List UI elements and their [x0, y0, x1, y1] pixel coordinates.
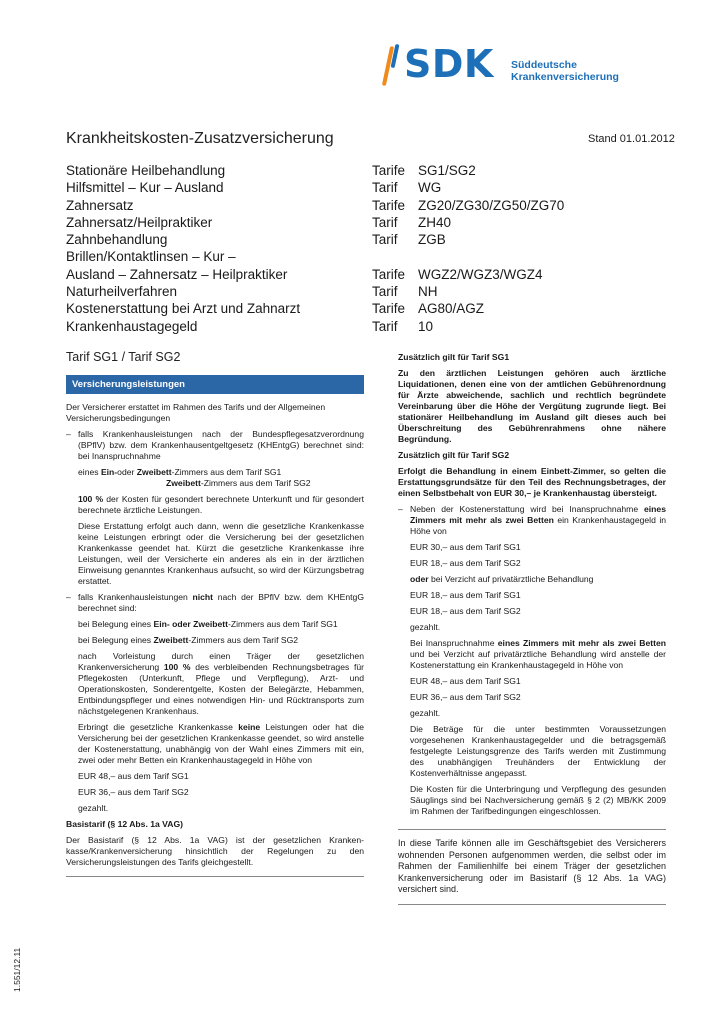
tariff-label: Tarif [372, 180, 398, 196]
eur-line: EUR 18,– aus dem Tarif SG2 [410, 558, 521, 568]
p5: Die Kosten für die Unterbringung und Verpflegung des gesunden Säuglings sind bei Nachversicherung gemäß § 2 (2) MB/KK 2009 im Rahmen der Tarifbedingungen eingeschlossen. [410, 784, 666, 816]
tariff-label: Tarife [372, 266, 406, 282]
product-row [66, 197, 666, 214]
tariff-code: ZGB [418, 232, 446, 248]
eur-line: EUR 48,– aus dem Tarif SG1 [410, 676, 521, 686]
tariff-code: AG80/AGZ [418, 301, 485, 317]
sdk-logo [384, 40, 644, 100]
divider [398, 829, 666, 830]
tariff-code: 10 [418, 318, 434, 334]
intro-text: Der Versicherer erstattet im Rahmen des Tarifs und der Allgemeinen Versicherungsbedingungen [66, 402, 326, 423]
item2-p1: bei Belegung eines Ein- oder Zweibett-Zimmers aus dem Tarif SG1 [78, 619, 338, 629]
product-name: Zahnersatz [66, 197, 134, 213]
tariff-code: SG1/SG2 [418, 163, 476, 178]
product-name: Stationäre Heilbehandlung [66, 163, 226, 178]
tariff-label: Tarife [372, 163, 406, 178]
divider [398, 904, 666, 905]
left-column [66, 352, 364, 885]
product-name: Brillen/Kontaktlinsen – Kur – [66, 249, 236, 265]
basis-text: Der Basistarif (§ 12 Abs. 1a VAG) ist der gesetzlichen Krankenkasse/Krankenversicherung hinsichtlich der Regelungen zu den Versicherungsleistungen des Tarifs gleichgestellt. [66, 835, 364, 867]
p4: Die Beträge für die unter bestimmten Voraussetzungen vorgesehenen Krankenhaustagegelder und die betragsgemäß festgelegte Leistungsgrenze des Tarifs werden mit Zustimmung des unabhängigen Treuhänders der Entwicklung der Kostenverhältnisse angepasst. [410, 724, 666, 778]
item1-pct: 100 % der Kosten für gesondert berechnete Unterkunft und für gesondert berechnete ärztliche Leistungen. [78, 494, 365, 515]
product-list [66, 162, 666, 335]
tariff-label: Tarif [372, 232, 398, 248]
product-name: Kostenerstattung bei Arzt und Zahnarzt [66, 301, 301, 317]
list-item: – Neben der Kostenerstattung wird bei Inanspruchnahme eines Zimmers mit mehr als zwei Betten ein Krankenhaustagegeld in Höhe von EUR 30,– aus dem Tarif SG1 EUR 18,– aus dem Tarif SG2 oder bei Verzicht auf privatärztliche Behandlung EUR 18,– aus dem Tarif SG1 EUR 18,– aus dem Tarif SG2 gezahlt. Bei Inanspruchnahme eines Zimmers mit mehr als zwei Betten und bei Verzicht auf privatärztliche Behandlung wird anstelle der Kostenerstattung ein Krankenhaustagegeld in Höhe von EUR 48,– aus dem Tarif SG1 EUR 36,– aus dem Tarif SG2 gezahlt. Die Beträge für die unter bestimmten Voraussetzungen vorgesehenen Krankenhaustagegelder und die betragsgemäß festgelegte Leistungsgrenze des Tarifs werden mit Zustimmung des unabhängigen Treuhänders der Entwicklung der Kostenverhältnisse angepasst. Die Kosten für die Unterbringung und Verpflegung des gesunden Säuglings sind bei Nachversicherung gemäß § 2 (2) MB/KK 2009 im Rahmen der Tarifbedingungen eingeschlossen. [398, 504, 667, 816]
sg2-text: Erfolgt die Behandlung in einem Einbett-Zimmer, so gelten die Erstattungsgrundsätze für den Teil des Rechnungsbetrages, der einen Selbstbehalt von EUR 30,– je Krankenhaustag übersteigt. [398, 466, 666, 498]
product-row [66, 214, 666, 231]
product-row [66, 283, 666, 300]
logo-company-line2: Krankenversicherung [511, 71, 619, 83]
tariff-code: ZH40 [418, 214, 452, 230]
product-row [66, 300, 666, 317]
tariff-label: Tarif [372, 318, 398, 334]
product-name: Naturheilverfahren [66, 284, 178, 300]
tariff-label: Tarife [372, 197, 406, 213]
eur-line: EUR 18,– aus dem Tarif SG2 [410, 606, 521, 616]
stand-date: Stand 01.01.2012 [588, 133, 675, 145]
logo-brand: SDK [404, 42, 494, 86]
sg1-heading: Zusätzlich gilt für Tarif SG1 [398, 352, 510, 362]
item1-text: falls Krankenhausleistungen nach der Bundespflegesatzverordnung (BPflV) bzw. dem Krankenhausentgeltgesetz (KHEntgG) berechnet sind: bei Inanspruchnahme [78, 429, 364, 461]
benefits-box: Versicherungsleistungen [66, 375, 364, 394]
list-item: – falls Krankenhausleistungen nach der Bundespflegesatzverordnung (BPflV) bzw. dem Krankenhausentgeltgesetz (KHEntgG) berechnet sind: bei Inanspruchnahme eines Ein-oder Zweibett-Zimmers aus dem Tarif SG1 Zweibett-Zimmers aus dem Tarif SG2 100 % der Kosten für gesondert berechnete Unterkunft und für gesondert berechnete ärztliche Leistungen. Diese Erstattung erfolgt auch dann, wenn die gesetzliche Krankenkasse keine Leistungen erbringt oder die Versicherung bei der gesetzlichen Krankenkasse geendet hat. Kürzt die gesetzliche Krankenkasse ihre Leistungen, weil der Versicherte ein anderes als ein in der ärztlichen Einweisung genanntes Krankenhaus aufsucht, so wird der Kürzungsbetrag erstattet. [66, 429, 365, 586]
product-name: Krankenhaustagegeld [66, 318, 198, 334]
eur-line: EUR 18,– aus dem Tarif SG1 [410, 590, 521, 600]
side-code: 1.551/12.11 [12, 947, 22, 992]
divider [66, 876, 364, 877]
product-name: Zahnersatz/Heilpraktiker [66, 214, 213, 230]
eur-line: EUR 30,– aus dem Tarif SG1 [410, 542, 521, 552]
eur-line: EUR 36,– aus dem Tarif SG2 [78, 787, 189, 797]
tariff-label: Tarif [372, 214, 398, 230]
item-text: Neben der Kostenerstattung wird bei Inanspruchnahme eines Zimmers mit mehr als zwei Betten ein Krankenhaustagegeld in Höhe von [410, 504, 667, 536]
oder-line: oder bei Verzicht auf privatärztliche Behandlung [410, 574, 594, 584]
eur-line: EUR 36,– aus dem Tarif SG2 [410, 692, 521, 702]
section-heading: Tarif SG1 / Tarif SG2 [66, 350, 181, 364]
logo-company-line1: Süddeutsche [511, 59, 577, 71]
basis-heading: Basistarif (§ 12 Abs. 1a VAG) [66, 819, 184, 829]
item1-room-sg1: eines Ein-oder Zweibett-Zimmers aus dem Tarif SG1 [78, 467, 282, 477]
item2-p2: bei Belegung eines Zweibett-Zimmers aus dem Tarif SG2 [78, 635, 299, 645]
tariff-label: Tarif [372, 284, 398, 300]
tariff-code: ZG20/ZG30/ZG50/ZG70 [418, 197, 565, 213]
item2-p3: nach Vorleistung durch einen Träger der gesetzlichen Krankenversicherung 100 % des verbleibenden Rechnungsbetrages für Pflegekosten (Unterkunft, Pflege und Verpflegung), Arzt- und Operationskosten, Sonderentgelte, Kosten der Belegärzte, Hebammen, Entbindungspfleger und eines notwendigen Hin- und Rücktransports zum nächstgelegenen Krankenhaus. [78, 651, 364, 716]
sg2-heading: Zusätzlich gilt für Tarif SG2 [398, 450, 510, 460]
tariff-code: WG [418, 180, 442, 196]
product-name: Hilfsmittel – Kur – Ausland [66, 180, 224, 196]
product-name: Zahnbehandlung [66, 232, 168, 248]
p3: Bei Inanspruchnahme eines Zimmers mit mehr als zwei Betten und bei Verzicht auf privatärztliche Behandlung wird anstelle der Kostenerstattung ein Krankenhaustagegeld in Höhe von [410, 638, 666, 670]
product-row [66, 248, 666, 265]
item2-text: falls Krankenhausleistungen nicht nach der BPflV bzw. dem KHEntgG berechnet sind: [78, 592, 364, 613]
tariff-label: Tarife [372, 301, 406, 317]
eligibility-text: In diese Tarife können alle im Geschäftsgebiet des Versicherers wohnenden Personen aufgenommen werden, die selbst oder im Rahmen der Familienhilfe bei einem Träger der gesetzlichen Krankenversicherung oder im Basistarif (§ 12 Abs. 1a VAG) versichert sind. [398, 838, 666, 894]
product-row [66, 266, 666, 283]
gezahlt: gezahlt. [410, 622, 441, 632]
item2-p4: Erbringt die gesetzliche Krankenkasse keine Leistungen oder hat die Versicherung bei der gesetzlichen Krankenkasse geendet, so wird anstelle der Kostenerstattung, unabhängig von der Wahl eines Zimmers mit ein, zwei oder mehr Betten ein Krankenhaustagegeld in Höhe von [78, 722, 365, 765]
list-item: – falls Krankenhausleistungen nicht nach der BPflV bzw. dem KHEntgG berechnet sind: bei Belegung eines Ein- oder Zweibett-Zimmers aus dem Tarif SG1 bei Belegung eines Zweibett-Zimmers aus dem Tarif SG2 nach Vorleistung durch einen Träger der gesetzlichen Krankenversicherung 100 % des verbleibenden Rechnungsbetrages für Pflegekosten (Unterkunft, Pflege und Verpflegung), Arzt- und Operationskosten, Sonderentgelte, Kosten der Belegärzte, Hebammen, Entbindungspfleger und eines notwendigen Hin- und Rücktransports zum nächstgelegenen Krankenhaus. Erbringt die gesetzliche Krankenkasse keine Leistungen oder hat die Versicherung bei der gesetzlichen Krankenkasse geendet, so wird anstelle der Kostenerstattung, unabhängig von der Wahl eines Zimmers mit ein, zwei oder mehr Betten ein Krankenhaustagegeld in Höhe von EUR 48,– aus dem Tarif SG1 EUR 36,– aus dem Tarif SG2 gezahlt. [66, 592, 365, 813]
gezahlt: gezahlt. [78, 803, 109, 813]
eur-line: EUR 48,– aus dem Tarif SG1 [78, 771, 189, 781]
tariff-code: NH [418, 284, 438, 300]
sg1-text: Zu den ärztlichen Leistungen gehören auch ärztliche Liquidationen, denen eine von der amtlichen Gebührenordnung für Ärzte abweichende, sachlich und rechtlich begründete Vereinbarung über die Höhe der Vergütung zugrunde liegt. Bei stationärer Heilbehandlung im Ausland gilt dieses auch bei Überschreitung des Gebührenrahmens ohne nähere Begründung. [398, 368, 666, 444]
tariff-code: WGZ2/WGZ3/WGZ4 [418, 266, 543, 282]
product-row [66, 179, 666, 196]
product-name: Ausland – Zahnersatz – Heilpraktiker [66, 266, 288, 282]
product-row [66, 318, 666, 335]
item1-room-sg2: Zweibett-Zimmers aus dem Tarif SG2 [166, 478, 311, 488]
right-column [398, 352, 666, 913]
product-row [66, 231, 666, 248]
product-row [66, 162, 666, 179]
gezahlt: gezahlt. [410, 708, 441, 718]
page-title: Krankheitskosten-Zusatzversicherung [66, 130, 334, 147]
item1-p2: Diese Erstattung erfolgt auch dann, wenn die gesetzliche Krankenkasse keine Leistungen erbringt oder die Versicherung bei der gesetzlichen Krankenkasse geendet hat. Kürzt die gesetzliche Krankenkasse ihre Leistungen, weil der Versicherte ein anderes als ein in der ärztlichen Einweisung genanntes Krankenhaus aufsucht, so wird der Kürzungsbetrag erstattet. [78, 521, 364, 586]
